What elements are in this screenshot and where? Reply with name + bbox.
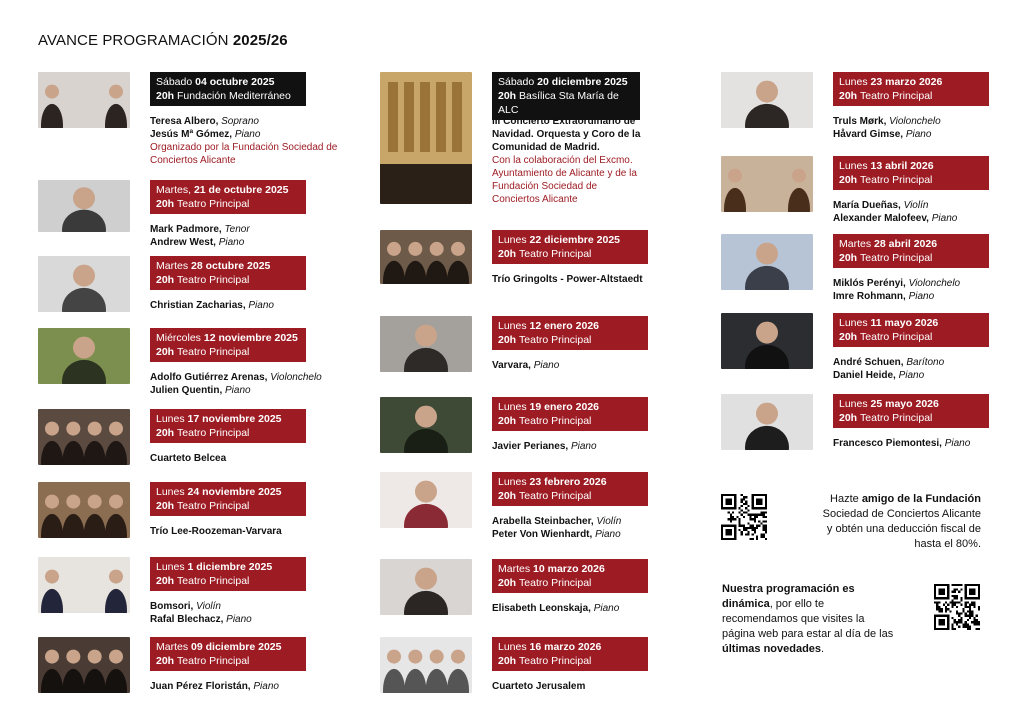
concert-time: 20h [156,655,178,667]
artist-photo [380,230,472,284]
concert-time: 20h [156,575,178,587]
artist-line [492,359,682,372]
concert-venue: Teatro Principal [177,575,250,587]
concert-date: 12 noviembre 2025 [203,332,298,344]
artist-line [150,613,340,626]
artist-photo [380,637,472,693]
concert-artists [150,115,340,167]
artist-photo [721,313,813,369]
artist-role: Piano [590,603,620,614]
artist-line [833,290,1023,303]
concert-day: Lunes [839,317,871,329]
artist-name: Truls Mørk, [833,116,887,127]
concert-artists [150,680,340,693]
concert-venue: Teatro Principal [177,427,250,439]
artist-line [492,515,682,528]
concert-venue: Teatro Principal [177,274,250,286]
artist-role: Piano [905,291,935,302]
concert-date: 25 mayo 2026 [870,398,939,410]
artist-role: Piano [941,438,971,449]
artist-photo [38,557,130,613]
artist-name: María Dueñas, [833,200,901,211]
concert-day: Lunes [156,561,188,573]
concert-date-tag [492,230,648,264]
concert-date: 23 marzo 2026 [870,76,943,88]
artist-name: Christian Zacharias, [150,300,246,311]
artist-line [492,528,682,541]
artist-role: Piano [232,129,261,140]
artist-photo [38,409,130,465]
page-title: AVANCE PROGRAMACIÓN 2025/26 [38,32,288,49]
concert-day: Lunes [498,476,530,488]
artist-name: André Schuen, [833,357,904,368]
concert-date-tag [492,316,648,350]
concert-date-tag [150,409,306,443]
artist-role: Piano [250,681,279,692]
artist-name: Bomsori, [150,601,194,612]
artist-photo [38,256,130,312]
artist-line [150,452,340,465]
concert-artists [833,277,1023,303]
concert-note: Organizado por la Fundación Sociedad de Conciertos Alicante [150,142,338,166]
artist-line [833,115,1023,128]
concert-date-tag [833,313,989,347]
artist-line [833,199,1023,212]
concert-venue: Teatro Principal [519,415,592,427]
concert-day: Lunes [839,398,871,410]
concert-artists [492,440,682,453]
artist-name: Miklós Perényi, [833,278,906,289]
concert-day: Miércoles [156,332,204,344]
concert-venue: Teatro Principal [177,346,250,358]
concert-date: 28 abril 2026 [874,238,938,250]
concert-artists [150,525,340,538]
artist-photo [380,472,472,528]
artist-photo [380,72,472,204]
artist-role: Violonchelo [267,372,322,383]
artist-line [492,273,682,286]
artist-line [150,371,340,384]
concert-time: 20h [156,500,178,512]
concert-time: 20h [156,274,178,286]
concert-time: 20h [498,248,520,260]
artist-line [833,369,1023,382]
concert-time: 20h [156,427,178,439]
concert-day: Martes [839,238,875,250]
concert-time: 20h [839,90,861,102]
artist-name: Francesco Piemontesi, [833,438,942,449]
concert-venue: Teatro Principal [519,248,592,260]
concert-time: 20h [839,412,861,424]
concert-date-tag [150,256,306,290]
artist-photo [721,234,813,290]
concert-day: Lunes [156,413,188,425]
artist-line [492,680,682,693]
concert-date-tag [150,637,306,671]
artist-role: Piano [245,300,274,311]
artist-photo [38,72,130,128]
artist-line [150,600,340,613]
concert-date: 04 octubre 2025 [195,76,275,88]
artist-name: Trío Gringolts - Power-Altstaedt [492,274,643,285]
concert-time: 20h [498,415,520,427]
concert-artists [833,437,1023,450]
artist-line [833,128,1023,141]
artist-name: Jesús Mª Gómez, [150,129,233,140]
artist-role: Violín [593,516,622,527]
concert-date: 21 de octubre 2025 [193,184,289,196]
artist-line [150,128,340,141]
artist-role: Violín [900,200,929,211]
artist-line [150,525,340,538]
artist-name: Adolfo Gutiérrez Arenas, [150,372,268,383]
artist-name: Mark Padmore, [150,224,222,235]
artist-role: Piano [568,441,597,452]
concert-time: 20h [839,174,861,186]
artist-line [150,223,340,236]
artist-photo [721,156,813,212]
artist-line [150,384,340,397]
concert-venue: Teatro Principal [519,334,592,346]
concert-time: 20h [498,90,520,102]
artist-photo [721,394,813,450]
artist-line [833,277,1023,290]
concert-date-tag [833,72,989,106]
artist-name: Imre Rohmann, [833,291,906,302]
concert-artists [150,600,340,626]
artist-role: Soprano [218,116,259,127]
artist-photo [38,482,130,538]
concert-date: 19 enero 2026 [529,401,599,413]
concert-time: 20h [839,252,861,264]
concert-date: 13 abril 2026 [870,160,934,172]
concert-day: Martes [156,260,192,272]
concert-time: 20h [156,90,178,102]
artist-role: Piano [895,370,925,381]
concert-artists [833,199,1023,225]
concert-venue: Teatro Principal [519,655,592,667]
artist-line [492,115,644,154]
artist-role: Violín [193,601,221,612]
artist-name: Rafal Blechacz, [150,614,224,625]
concert-venue: Fundación Mediterráneo [177,90,291,102]
concert-venue: Teatro Principal [860,331,933,343]
concert-date: 17 noviembre 2025 [187,413,282,425]
artist-role: Piano [928,213,958,224]
artist-role: Piano [903,129,932,140]
artist-line [150,680,340,693]
concert-date: 12 enero 2026 [529,320,599,332]
concert-artists [492,602,682,615]
artist-photo [38,328,130,384]
concert-day: Martes, [156,184,194,196]
concert-date-tag [492,472,648,506]
concert-date: 1 diciembre 2025 [187,561,273,573]
artist-photo [380,559,472,615]
concert-day: Lunes [498,234,530,246]
concert-time: 20h [498,655,520,667]
concert-day: Lunes [498,641,530,653]
artist-photo [38,637,130,693]
concert-date-tag [492,637,648,671]
artist-name: Varvara, [492,360,531,371]
artist-line [492,602,682,615]
artist-line [833,437,1023,450]
concert-date: 24 noviembre 2025 [187,486,282,498]
concert-artists [492,515,682,541]
artist-line [833,356,1023,369]
concert-artists [833,115,1023,141]
artist-photo [380,316,472,372]
friends-promo: Hazte amigo de la Fundación Sociedad de Conciertos Alicante y obtén una deducción fiscal de hasta el 80%. [822,493,981,550]
concert-date: 23 febrero 2026 [529,476,607,488]
artist-line [492,440,682,453]
concert-date: 28 octubre 2025 [191,260,271,272]
concert-time: 20h [156,346,178,358]
qr-code-icon[interactable] [721,494,767,540]
concert-date-tag [833,156,989,190]
concert-venue: Teatro Principal [860,412,933,424]
concert-artists [150,371,340,397]
artist-role: Barítono [903,357,945,368]
artist-name: Cuarteto Jerusalem [492,681,586,692]
concert-time: 20h [498,334,520,346]
artist-role: Piano [530,360,560,371]
concert-day: Lunes [498,320,530,332]
concert-date: 20 diciembre 2025 [537,76,628,88]
concert-artists [833,356,1023,382]
concert-venue: Basílica Sta María de ALC [498,90,619,116]
concert-time: 20h [839,331,861,343]
concert-date-tag [833,234,989,268]
concert-day: Lunes [839,76,871,88]
concert-venue: Teatro Principal [519,577,592,589]
artist-photo [38,180,130,232]
concert-date-tag [492,559,648,593]
concert-day: Lunes [498,401,530,413]
artist-name: Trío Lee-Roozeman-Varvara [150,526,282,537]
concert-date: 09 diciembre 2025 [191,641,282,653]
concert-date-tag [150,482,306,516]
concert-artists [492,115,644,206]
artist-photo [721,72,813,128]
artist-line [833,212,1023,225]
concert-venue: Teatro Principal [860,90,933,102]
website-promo: Nuestra programación es dinámica, por ello te recomendamos que visites la página web para estar al día de las últimas novedades. [722,583,894,655]
concert-day: Lunes [156,486,188,498]
concert-venue: Teatro Principal [177,500,250,512]
concert-artists [150,223,340,249]
concert-date-tag [492,397,648,431]
concert-day: Martes [498,563,534,575]
artist-role: Piano [592,529,621,540]
artist-name: III Concierto Extraordinario de Navidad. Orquesta y Coro de la Comunidad de Madrid. [492,116,641,153]
concert-time: 20h [498,490,520,502]
concert-date-tag [833,394,989,428]
artist-name: Arabella Steinbacher, [492,516,594,527]
concert-time: 20h [156,198,178,210]
concert-date: 16 marzo 2026 [529,641,602,653]
artist-name: Håvard Gimse, [833,129,904,140]
artist-name: Daniel Heide, [833,370,896,381]
concert-venue: Teatro Principal [860,252,933,264]
artist-photo [380,397,472,453]
concert-artists [492,680,682,693]
artist-role: Piano [222,385,251,396]
artist-name: Julien Quentin, [150,385,223,396]
artist-name: Alexander Malofeev, [833,213,929,224]
artist-name: Cuarteto Belcea [150,453,227,464]
artist-role: Violonchelo [905,278,961,289]
concert-date: 11 mayo 2026 [870,317,939,329]
concert-artists [492,359,682,372]
artist-role: Tenor [221,224,250,235]
concert-venue: Teatro Principal [177,198,250,210]
concert-date: 22 diciembre 2025 [529,234,621,246]
artist-line [150,236,340,249]
concert-artists [492,273,682,286]
concert-venue: Teatro Principal [177,655,250,667]
concert-note: Con la colaboración del Excmo. Ayuntamiento de Alicante y de la Fundación Sociedad de Conciertos Alicante [492,155,637,205]
artist-name: Andrew West, [150,237,216,248]
artist-name: Peter Von Wienhardt, [492,529,593,540]
concert-date-tag [150,328,306,362]
concert-time: 20h [498,577,520,589]
concert-day: Lunes [839,160,871,172]
concert-date-tag [150,72,306,106]
artist-name: Javier Perianes, [492,441,569,452]
artist-line [150,299,340,312]
artist-role: Piano [215,237,245,248]
artist-name: Elisabeth Leonskaja, [492,603,591,614]
concert-date: 10 marzo 2026 [533,563,605,575]
concert-day: Sábado [156,76,196,88]
artist-line [150,115,340,128]
concert-day: Sábado [498,76,538,88]
artist-role: Violonchelo [886,116,941,127]
concert-day: Martes [156,641,192,653]
artist-role: Piano [223,614,252,625]
concert-date-tag [492,72,640,120]
qr-code-icon[interactable] [934,584,980,630]
concert-artists [150,452,340,465]
concert-date-tag [150,557,306,591]
concert-artists [150,299,340,312]
artist-name: Juan Pérez Floristán, [150,681,251,692]
concert-venue: Teatro Principal [860,174,933,186]
concert-date-tag [150,180,306,214]
artist-name: Teresa Albero, [150,116,219,127]
concert-venue: Teatro Principal [519,490,592,502]
